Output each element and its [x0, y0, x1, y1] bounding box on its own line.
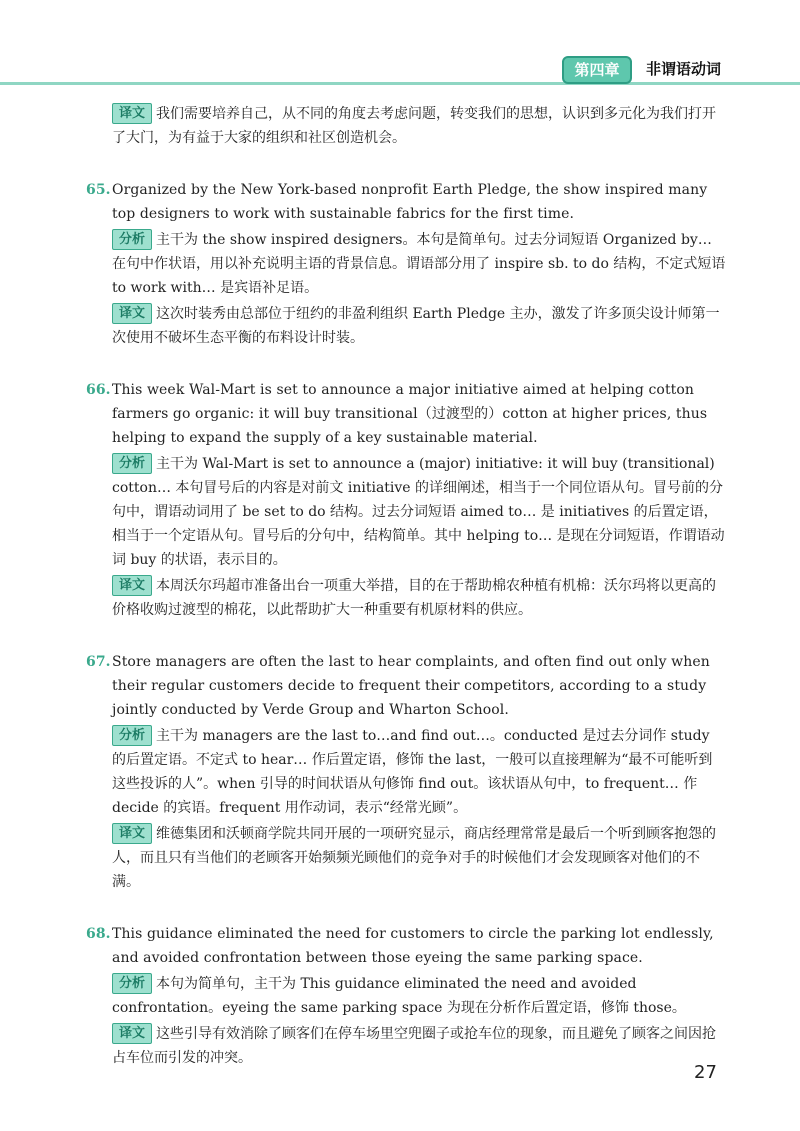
translation-text: 这些引导有效消除了顾客们在停车场里空兜圈子或抢车位的现象，而且避免了顾客之间因抢占车位而引发的冲突。 — [112, 1026, 716, 1066]
translation-block — [86, 1022, 726, 1070]
translation-text: 本周沃尔玛超市准备出台一项重大举措，目的在于帮助棉农种植有机棉：沃尔玛将以更高的价格收购过渡型的棉花，以此帮助扩大一种重要有机原材料的供应。 — [112, 578, 716, 618]
analysis-text: 主干为 the show inspired designers。本句是简单句。过去分词短语 Organized by… 在句中作状语，用以补充说明主语的背景信息。谓语部分用了 inspire sb. to do 结构，不定式短语 to work with… 是宾语补足语。 — [112, 232, 726, 296]
item-number: 67. — [86, 654, 111, 670]
sentence-item-65 — [86, 178, 726, 350]
item-number: 68. — [86, 926, 111, 942]
analysis-tag: 分析 — [112, 229, 152, 250]
analysis-block — [86, 228, 726, 300]
english-sentence: Store managers are often the last to hear complaints, and often find out only when their regular customers decide to frequent their competitors, according to a study jointly conducted by Verde Group and Wharton School. — [112, 654, 710, 718]
translation-block — [86, 822, 726, 894]
analysis-block — [86, 452, 726, 572]
analysis-text: 主干为 managers are the last to…and find out…。conducted 是过去分词作 study 的后置定语。不定式 to hear… 作后置定语，修饰 the last，一般可以直接理解为“最不可能听到这些投诉的人”。when 引导的时间状语从句修饰 find out。该状语从句中，to frequent… 作 decide 的宾语。frequent 用作动词，表示“经常光顾”。 — [112, 728, 713, 816]
translation-text: 维德集团和沃顿商学院共同开展的一项研究显示，商店经理常常是最后一个听到顾客抱怨的人，而且只有当他们的老顾客开始频频光顾他们的竞争对手的时候他们才会发现顾客对他们的不满。 — [112, 826, 716, 890]
page-content — [86, 100, 726, 1070]
translation-text: 这次时装秀由总部位于纽约的非盈利组织 Earth Pledge 主办，激发了许多顶尖设计师第一次使用不破坏生态平衡的布料设计时装。 — [112, 306, 720, 346]
sentence-item-66 — [86, 378, 726, 622]
analysis-tag: 分析 — [112, 725, 152, 746]
chapter-badge: 第四章 — [562, 56, 632, 84]
page-number: 27 — [694, 1062, 717, 1083]
chapter-header — [560, 56, 800, 86]
sentence-item-68 — [86, 922, 726, 1070]
translation-tag: 译文 — [112, 575, 152, 596]
analysis-block — [86, 972, 726, 1020]
english-sentence: Organized by the New York-based nonprofit Earth Pledge, the show inspired many top designers to work with sustainable fabrics for the first time. — [112, 182, 708, 222]
item-number: 65. — [86, 182, 111, 198]
translation-block — [86, 574, 726, 622]
analysis-block — [86, 724, 726, 820]
analysis-text: 本句为简单句，主干为 This guidance eliminated the need and avoided confrontation。eyeing the same parking space 为现在分析作后置定语，修饰 those。 — [112, 976, 686, 1016]
sentence-item-67 — [86, 650, 726, 894]
translation-text: 我们需要培养自己，从不同的角度去考虑问题，转变我们的思想，认识到多元化为我们打开了大门，为有益于大家的组织和社区创造机会。 — [112, 106, 716, 146]
analysis-tag: 分析 — [112, 453, 152, 474]
english-sentence: This week Wal-Mart is set to announce a major initiative aimed at helping cotton farmers go organic: it will buy transitional（过渡型的）cotton at higher prices, thus helping to expand the supply of a key sustainable material. — [112, 382, 708, 446]
translation-block — [86, 302, 726, 350]
item-number: 66. — [86, 382, 111, 398]
translation-tag: 译文 — [112, 303, 152, 324]
intro-translation — [86, 102, 726, 150]
analysis-tag: 分析 — [112, 973, 152, 994]
english-sentence: This guidance eliminated the need for customers to circle the parking lot endlessly, and avoided confrontation between those eyeing the same parking space. — [112, 926, 714, 966]
translation-tag: 译文 — [112, 823, 152, 844]
chapter-name: 非谓语动词 — [646, 60, 722, 78]
translation-tag: 译文 — [112, 1023, 152, 1044]
translation-tag: 译文 — [112, 103, 152, 124]
analysis-text: 主干为 Wal-Mart is set to announce a (major) initiative: it will buy (transitional) cotton… 本句冒号后的内容是对前文 initiative 的详细阐述，相当于一个同位语从句。冒号前的分句中，谓语动词用了 be set to do 结构。过去分词短语 aimed to… 是 initiatives 的后置定语，相当于一个定语从句。冒号后的分句中，结构简单。其中 helping to… 是现在分词短语，作谓语动词 buy 的状语，表示目的。 — [112, 456, 725, 568]
